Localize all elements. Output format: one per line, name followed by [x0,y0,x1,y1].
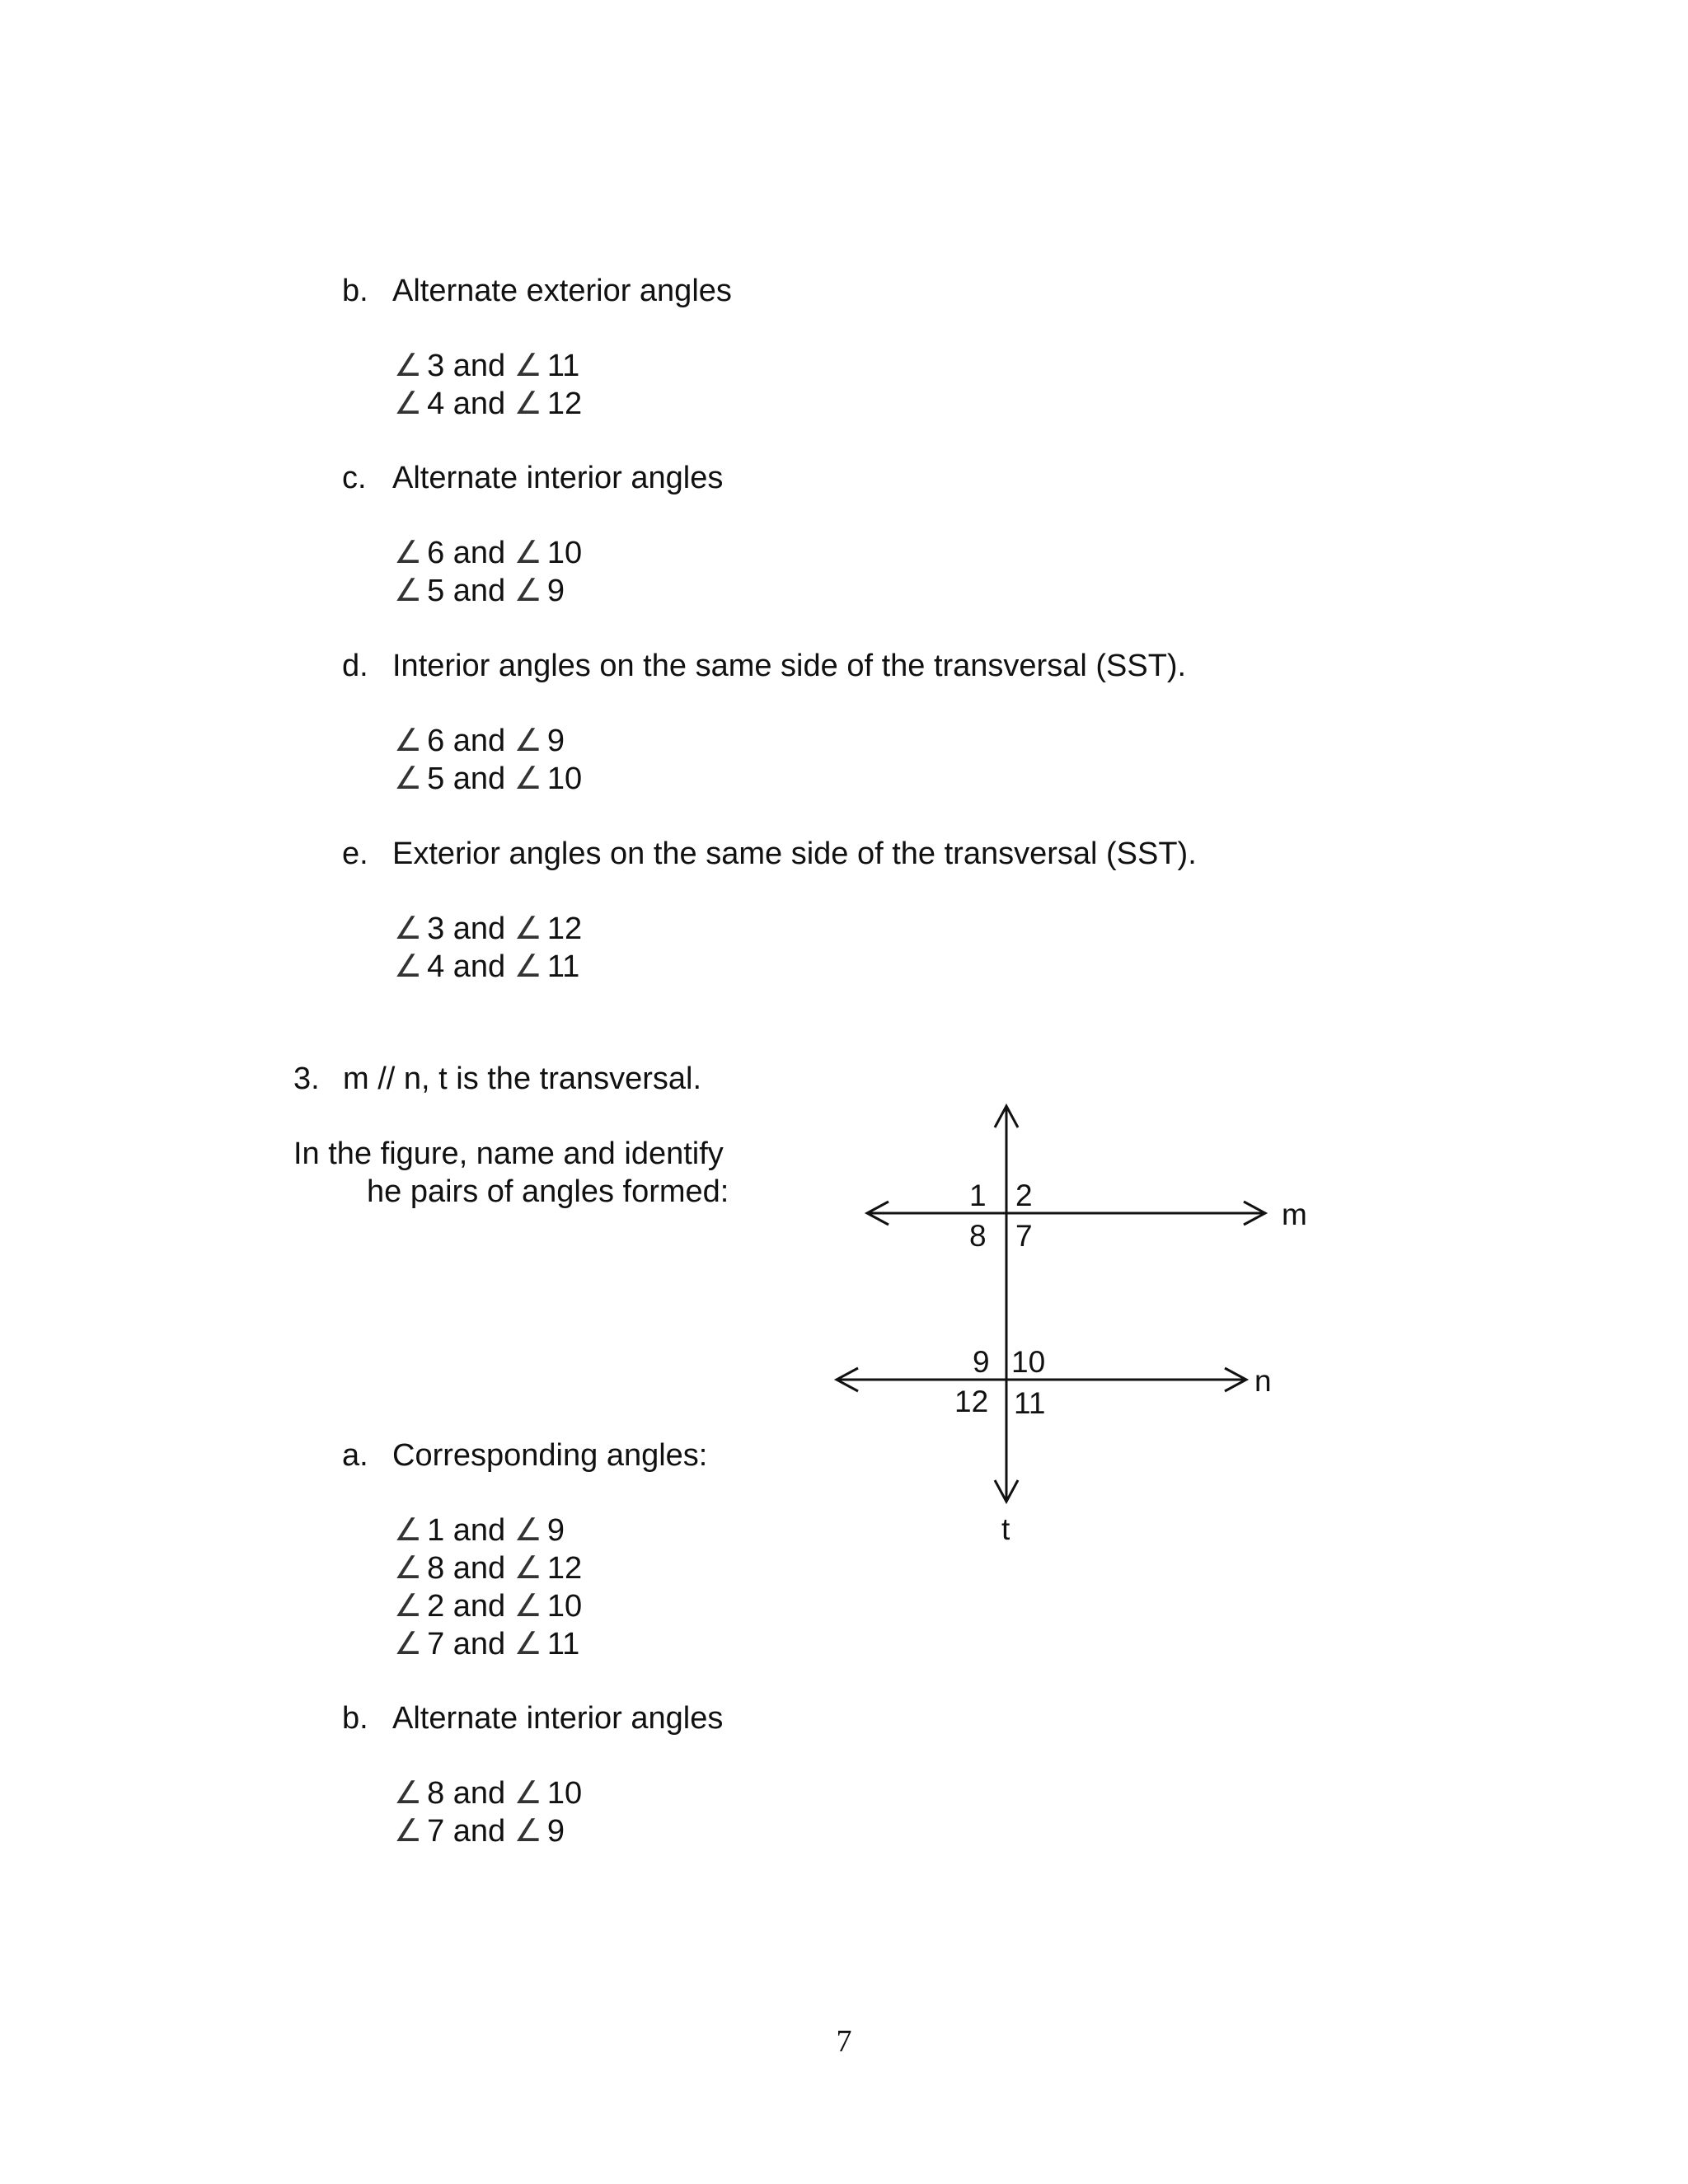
part-heading: Corresponding angles: [392,1438,708,1473]
angle-label: 8 [969,1219,987,1253]
section-label: b. [342,274,368,308]
line-m-label: m [1282,1197,1307,1231]
angle-label: 9 [973,1345,990,1379]
section-label: c. [342,461,367,495]
part-heading: Alternate interior angles [392,1701,724,1736]
angle-pair: ∠ 6 and ∠ 10 [394,534,582,572]
angle-pair: ∠ 2 and ∠ 10 [394,1587,582,1625]
angle-label: 10 [1011,1345,1046,1379]
angle-pair: ∠ 3 and ∠ 12 [394,910,582,948]
angle-label: 2 [1015,1179,1033,1212]
section-heading: Alternate exterior angles [392,274,732,308]
angle-pair: ∠ 5 and ∠ 10 [394,760,582,798]
line-t-label: t [1001,1512,1010,1546]
arrowhead-icon [995,1480,1018,1502]
arrowhead-icon [837,1368,858,1391]
angle-label: 11 [1014,1386,1046,1420]
page-number: 7 [836,2024,852,2059]
part-label: b. [342,1701,368,1736]
angle-label: 12 [954,1385,989,1418]
angle-label: 7 [1015,1219,1033,1253]
angle-pair: ∠ 6 and ∠ 9 [394,722,565,760]
arrowhead-icon [995,1106,1018,1127]
section-label: d. [342,649,368,683]
angle-pair: ∠ 8 and ∠ 12 [394,1549,582,1587]
arrowhead-icon [1244,1202,1265,1225]
arrowhead-icon [867,1202,889,1225]
problem-instruction: he pairs of angles formed: [367,1174,729,1209]
section-heading: Alternate interior angles [392,461,724,495]
angle-pair: ∠ 8 and ∠ 10 [394,1774,582,1812]
angle-pair: ∠ 7 and ∠ 9 [394,1812,565,1850]
line-n-label: n [1254,1364,1272,1398]
angle-pair: ∠ 3 and ∠ 11 [394,347,579,385]
part-label: a. [342,1438,368,1473]
section-heading: Interior angles on the same side of the transversal (SST). [392,649,1187,683]
section-heading: Exterior angles on the same side of the transversal (SST). [392,837,1197,871]
problem-statement: m // n, t is the transversal. [343,1062,702,1096]
angle-pair: ∠ 5 and ∠ 9 [394,572,565,610]
angle-pair: ∠ 4 and ∠ 11 [394,948,579,986]
angle-label: 1 [969,1179,987,1212]
section-label: e. [342,837,368,871]
arrowhead-icon [1225,1368,1246,1391]
angle-pair: ∠ 4 and ∠ 12 [394,385,582,423]
problem-instruction: In the figure, name and identify [293,1137,724,1171]
problem-number: 3. [293,1062,320,1096]
angle-pair: ∠ 7 and ∠ 11 [394,1625,579,1663]
angle-pair: ∠ 1 and ∠ 9 [394,1511,565,1549]
